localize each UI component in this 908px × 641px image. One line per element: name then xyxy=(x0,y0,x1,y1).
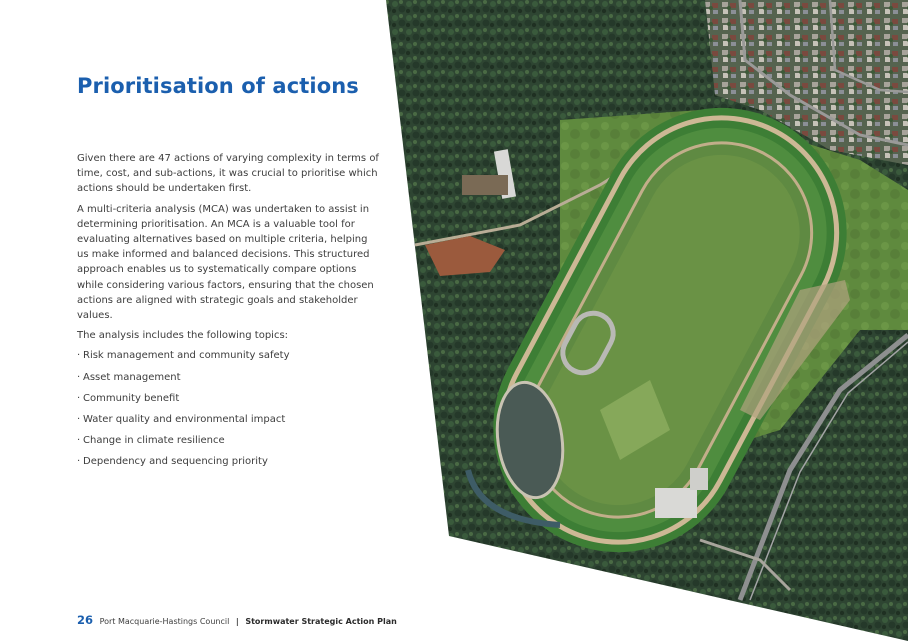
bullet: · xyxy=(77,435,81,447)
intro-paragraph: Given there are 47 actions of varying complexity in terms of time, cost, and sub-actions, it was crucial to prioritise which actions should be undertaken first. xyxy=(77,153,379,195)
list-item: · Risk management and community safety xyxy=(77,348,382,363)
list-item: · Asset management xyxy=(77,370,382,385)
page-footer xyxy=(77,613,397,627)
footer-separator: | xyxy=(235,617,239,626)
topics-list xyxy=(77,348,382,469)
page-title: Prioritisation of actions xyxy=(77,74,359,98)
bullet: · xyxy=(77,350,81,362)
list-item: · Water quality and environmental impact xyxy=(77,412,382,427)
footer-organisation: Port Macquarie-Hastings Council xyxy=(99,617,230,626)
mca-paragraph: A multi-criteria analysis (MCA) was undertaken to assist in determining prioritisation. An MCA is a valuable tool for evaluating alternatives based on multiple criteria, helping us make informed and balanced decisions. This structured approach enables us to systematically compare options while considering various factors, ensuring that the chosen actions are aligned with strategic goals and stakeholder values. xyxy=(77,203,374,322)
bullet: · xyxy=(77,414,81,426)
bullet: · xyxy=(77,456,81,468)
list-item: · Dependency and sequencing priority xyxy=(77,454,382,469)
bullet: · xyxy=(77,371,81,383)
page-number: 26 xyxy=(77,613,94,627)
bullet: · xyxy=(77,392,81,404)
topics-intro: The analysis includes the following topics: xyxy=(77,330,289,342)
list-item: · Change in climate resilience xyxy=(77,433,382,448)
body-text xyxy=(77,151,382,476)
footer-document-title: Stormwater Strategic Action Plan xyxy=(245,617,397,626)
list-item: · Community benefit xyxy=(77,391,382,406)
